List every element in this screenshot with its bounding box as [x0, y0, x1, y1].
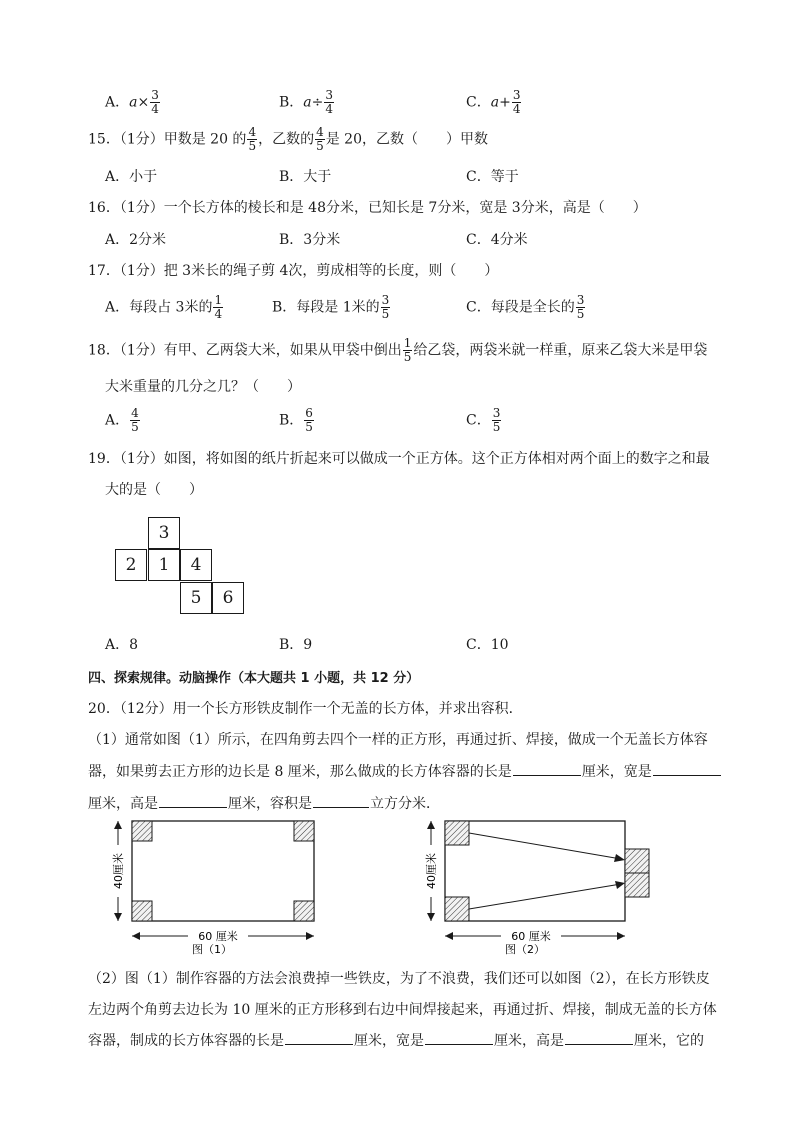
corner-square [294, 821, 314, 841]
moved-square [625, 873, 649, 897]
q19-option-b[interactable]: B．9 [279, 637, 313, 653]
q14-option-c[interactable] [466, 89, 522, 116]
q20-part1-line-1: （1）通常如图（1）所示，在四角剪去四个一样的正方形，再通过折、焊接，做成一个无盖长方体容 [88, 732, 708, 748]
net-face: 2 [115, 549, 147, 581]
question-18-line-1: 18．（1分）有甲、乙两袋大米，如果从甲袋中倒出 $\frac{1}{5}$ 给乙袋，两袋米就一样重，原来乙袋大米是甲袋 [88, 336, 708, 364]
moved-square [625, 849, 649, 873]
option-label: C． [466, 94, 491, 111]
variable: a [129, 94, 138, 111]
corner-square [294, 901, 314, 921]
figure-2 [415, 815, 660, 960]
q20-part1-line-3: 厘米，高是 厘米，容积是 立方分米． [88, 793, 440, 813]
q17-option-b[interactable]: B．每段是 1米的 $\frac{3}{5}$ [272, 293, 390, 321]
fraction: $\frac{3}{5}$ [381, 293, 390, 321]
operator: × [137, 94, 150, 111]
cube-net-figure [115, 517, 245, 617]
height-label: 40厘米 [112, 853, 125, 889]
q16-option-a[interactable]: A．2分米 [105, 232, 167, 248]
section-title: 四、探索规律。动脑操作（本大题共 1 小题，共 12 分） [88, 671, 420, 686]
q14-option-b[interactable] [279, 89, 335, 116]
q18-option-b[interactable]: B． $\frac{6}{5}$ [279, 406, 313, 434]
cut-square [445, 897, 469, 921]
option-label: B． [279, 94, 304, 111]
q18-option-a[interactable]: A． $\frac{4}{5}$ [105, 406, 139, 434]
q16-option-c[interactable]: C．4分米 [466, 232, 528, 248]
net-face: 4 [180, 549, 212, 581]
corner-square [132, 821, 152, 841]
question-19-line-1: 19．（1分）如图，将如图的纸片折起来可以做成一个正方体。这个正方体相对两个面上的数字之和最 [88, 451, 710, 467]
q20-part2-line-1: （2）图（1）制作容器的方法会浪费掉一些铁皮，为了不浪费，我们还可以如图（2），在长方形铁皮 [88, 971, 710, 987]
question-18-line-2: 大米重量的几分之几？（ ） [105, 379, 301, 395]
q15-option-b[interactable]: B．大于 [279, 169, 332, 185]
fraction: $\frac{3}{5}$ [576, 293, 585, 321]
question-19-line-2: 大的是（ ） [105, 482, 203, 498]
answer-blank[interactable] [285, 1030, 353, 1045]
answer-blank[interactable] [565, 1030, 633, 1045]
figure-1 [100, 815, 330, 960]
q17-option-c[interactable]: C．每段是全长的 $\frac{3}{5}$ [466, 293, 585, 321]
answer-blank[interactable] [159, 793, 227, 808]
q20-part2-line-2: 左边两个角剪去边长为 10 厘米的正方形移到右边中间焊接起来，再通过折、焊接，制成无盖的长方体 [88, 1002, 717, 1018]
corner-square [132, 901, 152, 921]
cut-square [445, 821, 469, 845]
question-17: 17．（1分）把 3米长的绳子剪 4次，剪成相等的长度，则（ ） [88, 263, 499, 279]
figure-caption: 图（1） [192, 943, 232, 956]
q17-option-a[interactable]: A．每段占 3米的 $\frac{1}{4}$ [105, 293, 223, 321]
q14-option-a[interactable] [105, 89, 161, 116]
q19-option-c[interactable]: C．10 [466, 637, 509, 653]
answer-blank[interactable] [513, 761, 581, 776]
width-label: 60 厘米 [511, 930, 551, 943]
q15-option-a[interactable]: A．小于 [105, 169, 158, 185]
q18-option-c[interactable]: C． $\frac{3}{5}$ [466, 406, 501, 434]
net-face: 3 [148, 517, 180, 549]
sheet-rect [132, 821, 314, 921]
option-label: A． [105, 94, 130, 111]
answer-blank[interactable] [653, 761, 721, 776]
answer-blank[interactable] [313, 793, 369, 808]
height-label: 40厘米 [425, 853, 438, 889]
variable: a [303, 94, 312, 111]
question-15: 15．（1分）甲数是 20 的 $\frac{4}{5}$ ，乙数的 $\frac{4}{5}$ 是 20，乙数（ ）甲数 [88, 125, 488, 153]
net-face: 1 [148, 549, 180, 581]
fraction: $\frac{3}{5}$ [492, 406, 501, 434]
q20-part2-line-3: 容器，制成的长方体容器的长是 厘米，宽是 厘米，高是 厘米，它的 [88, 1030, 704, 1050]
fraction: $\frac{3}{4}$ [325, 88, 334, 116]
operator: ÷ [311, 94, 324, 111]
fraction: $\frac{4}{5}$ [248, 125, 257, 153]
sheet-rect [445, 821, 625, 921]
question-16: 16．（1分）一个长方体的棱长和是 48分米，已知长是 7分米，宽是 3分米，高是（ ） [88, 200, 647, 216]
fraction: $\frac{6}{5}$ [305, 406, 313, 434]
net-face: 5 [180, 582, 212, 614]
width-label: 60 厘米 [198, 930, 238, 943]
fraction: $\frac{4}{5}$ [316, 125, 324, 153]
q15-option-c[interactable]: C．等于 [466, 169, 519, 185]
q19-option-a[interactable]: A．8 [105, 637, 139, 653]
fraction: $\frac{1}{5}$ [403, 336, 412, 364]
question-20-intro: 20．（12分）用一个长方形铁皮制作一个无盖的长方体，并求出容积． [88, 701, 523, 717]
fraction: $\frac{1}{4}$ [214, 293, 223, 321]
variable: a [490, 94, 500, 111]
net-face: 6 [212, 582, 244, 614]
figure-caption: 图（2） [505, 943, 545, 956]
q16-option-b[interactable]: B．3分米 [279, 232, 341, 248]
fraction: $\frac{3}{4}$ [151, 88, 159, 116]
operator: + [499, 94, 511, 111]
fraction: $\frac{4}{5}$ [131, 406, 139, 434]
answer-blank[interactable] [425, 1030, 493, 1045]
q20-part1-line-2: 器，如果剪去正方形的边长是 8 厘米，那么做成的长方体容器的长是 厘米，宽是 [88, 761, 722, 781]
fraction: $\frac{3}{4}$ [512, 88, 521, 116]
